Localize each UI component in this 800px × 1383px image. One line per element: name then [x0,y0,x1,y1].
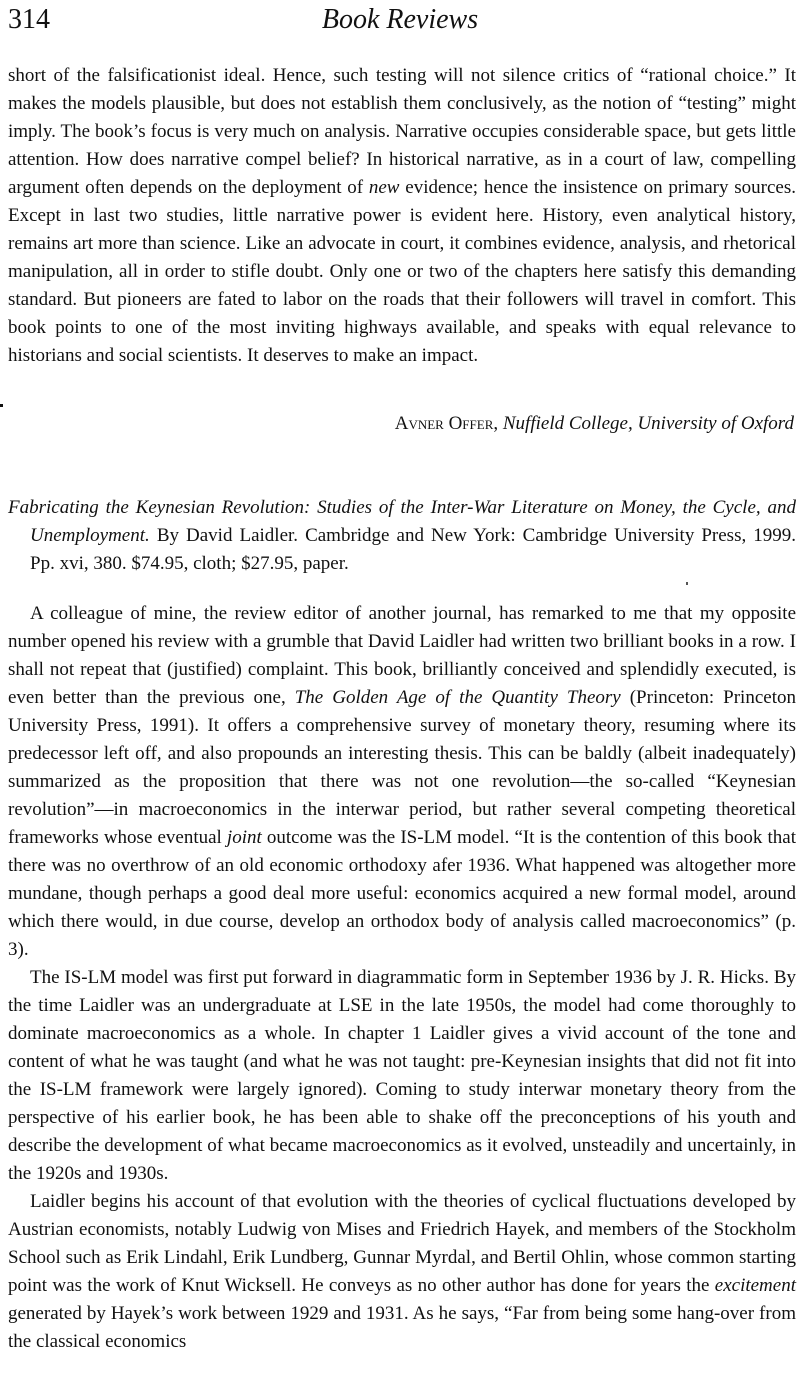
book-citation [8,494,796,578]
page-number: 314 [8,4,50,35]
review-body [8,600,796,1356]
reviewer-name: Avner Offer, [394,413,499,434]
running-head: Book Reviews [321,4,479,35]
reviewer-signature [395,410,794,438]
previous-review-closing-paragraph: short of the falsificationist ideal. Hence, such testing will not silence critics of “rational choice.” It makes the models plausible, but does not establish them conclusively, as the notion of “testing” might imply. The book’s focus is very much on analysis. Narrative occupies considerable space, but gets little attention. How does narrative compel belief? In historical narrative, as in a court of law, compelling argument often depends on the deployment of new evidence; hence the insistence on primary sources. Except in last two studies, little narrative power is evident here. History, even analytical history, remains art more than science. Like an advocate in court, it combines evidence, analysis, and rhetorical manipulation, all in order to stifle doubt. Only one or two of the chapters here satisfy this demanding standard. But pioneers are fated to labor on the roads that their followers will travel in comfort. This book points to one of the most inviting highways available, and speaks with equal relevance to historians and social scientists. It deserves to make an impact. [8,65,796,366]
review-paragraph: The IS-LM model was first put forward in diagrammatic form in September 1936 by J. R. Hicks. By the time Laidler was an undergraduate at LSE in the late 1950s, the model had come thoroughly to dominate macroeconomics as a whole. In chapter 1 Laidler gives a vivid account of the tone and content of what he was taught (and what he was not taught: pre-Keynesian insights that did not fit into the IS-LM framework were largely ignored). Coming to study interwar monetary theory from the perspective of his earlier book, he has been able to shake off the preconceptions of his youth and describe the development of what became macroeconomics as it evolved, unsteadily and uncertainly, in the 1920s and 1930s. [8,967,796,1184]
review-paragraph: A colleague of mine, the review editor of another journal, has remarked to me that my opposite number opened his review with a grumble that David Laidler had written two brilliant books in a row. I shall not repeat that (justified) complaint. This book, brilliantly conceived and splendidly executed, is even better than the previous one, The Golden Age of the Quantity Theory (Princeton: Princeton University Press, 1991). It offers a comprehensive survey of monetary theory, resuming where its predecessor left off, and also propounds an interesting thesis. This can be baldly (albeit inadequately) summarized as the proposition that there was not one revolution—the so-called “Keynesian revolution”—in macroeconomics in the interwar period, but rather several competing theoretical frameworks whose eventual joint outcome was the IS-LM model. “It is the contention of this book that there was no overthrow of an old economic orthodoxy afer 1936. What happened was altogether more mundane, though perhaps a good deal more useful: economics acquired a new formal model, around which there would, in due course, develop an orthodox body of analysis called macroeconomics” (p. 3). [8,603,796,960]
print-speck [0,404,3,407]
review-paragraph: Laidler begins his account of that evolution with the theories of cyclical fluctuations developed by Austrian economists, notably Ludwig von Mises and Friedrich Hayek, and members of the Stockholm School such as Erik Lindahl, Erik Lundberg, Gunnar Myrdal, and Bertil Ohlin, whose common starting point was the work of Knut Wicksell. He conveys as no other author has done for years the excitement generated by Hayek’s work between 1929 and 1931. As he says, “Far from being some hang-over from the classical economics [8,1191,796,1352]
reviewer-affiliation: Nuffield College, University of Oxford [502,413,794,434]
page-header [8,2,792,42]
print-speck [686,582,688,585]
book-details: By David Laidler. Cambridge and New York: Cambridge University Press, 1999. Pp. xvi, 380. $74.95, cloth; $27.95, paper. [30,525,796,574]
book-title: Fabricating the Keynesian Revolution: Studies of the Inter-War Literature on Money, the Cycle, and Unemployment. [8,497,796,546]
